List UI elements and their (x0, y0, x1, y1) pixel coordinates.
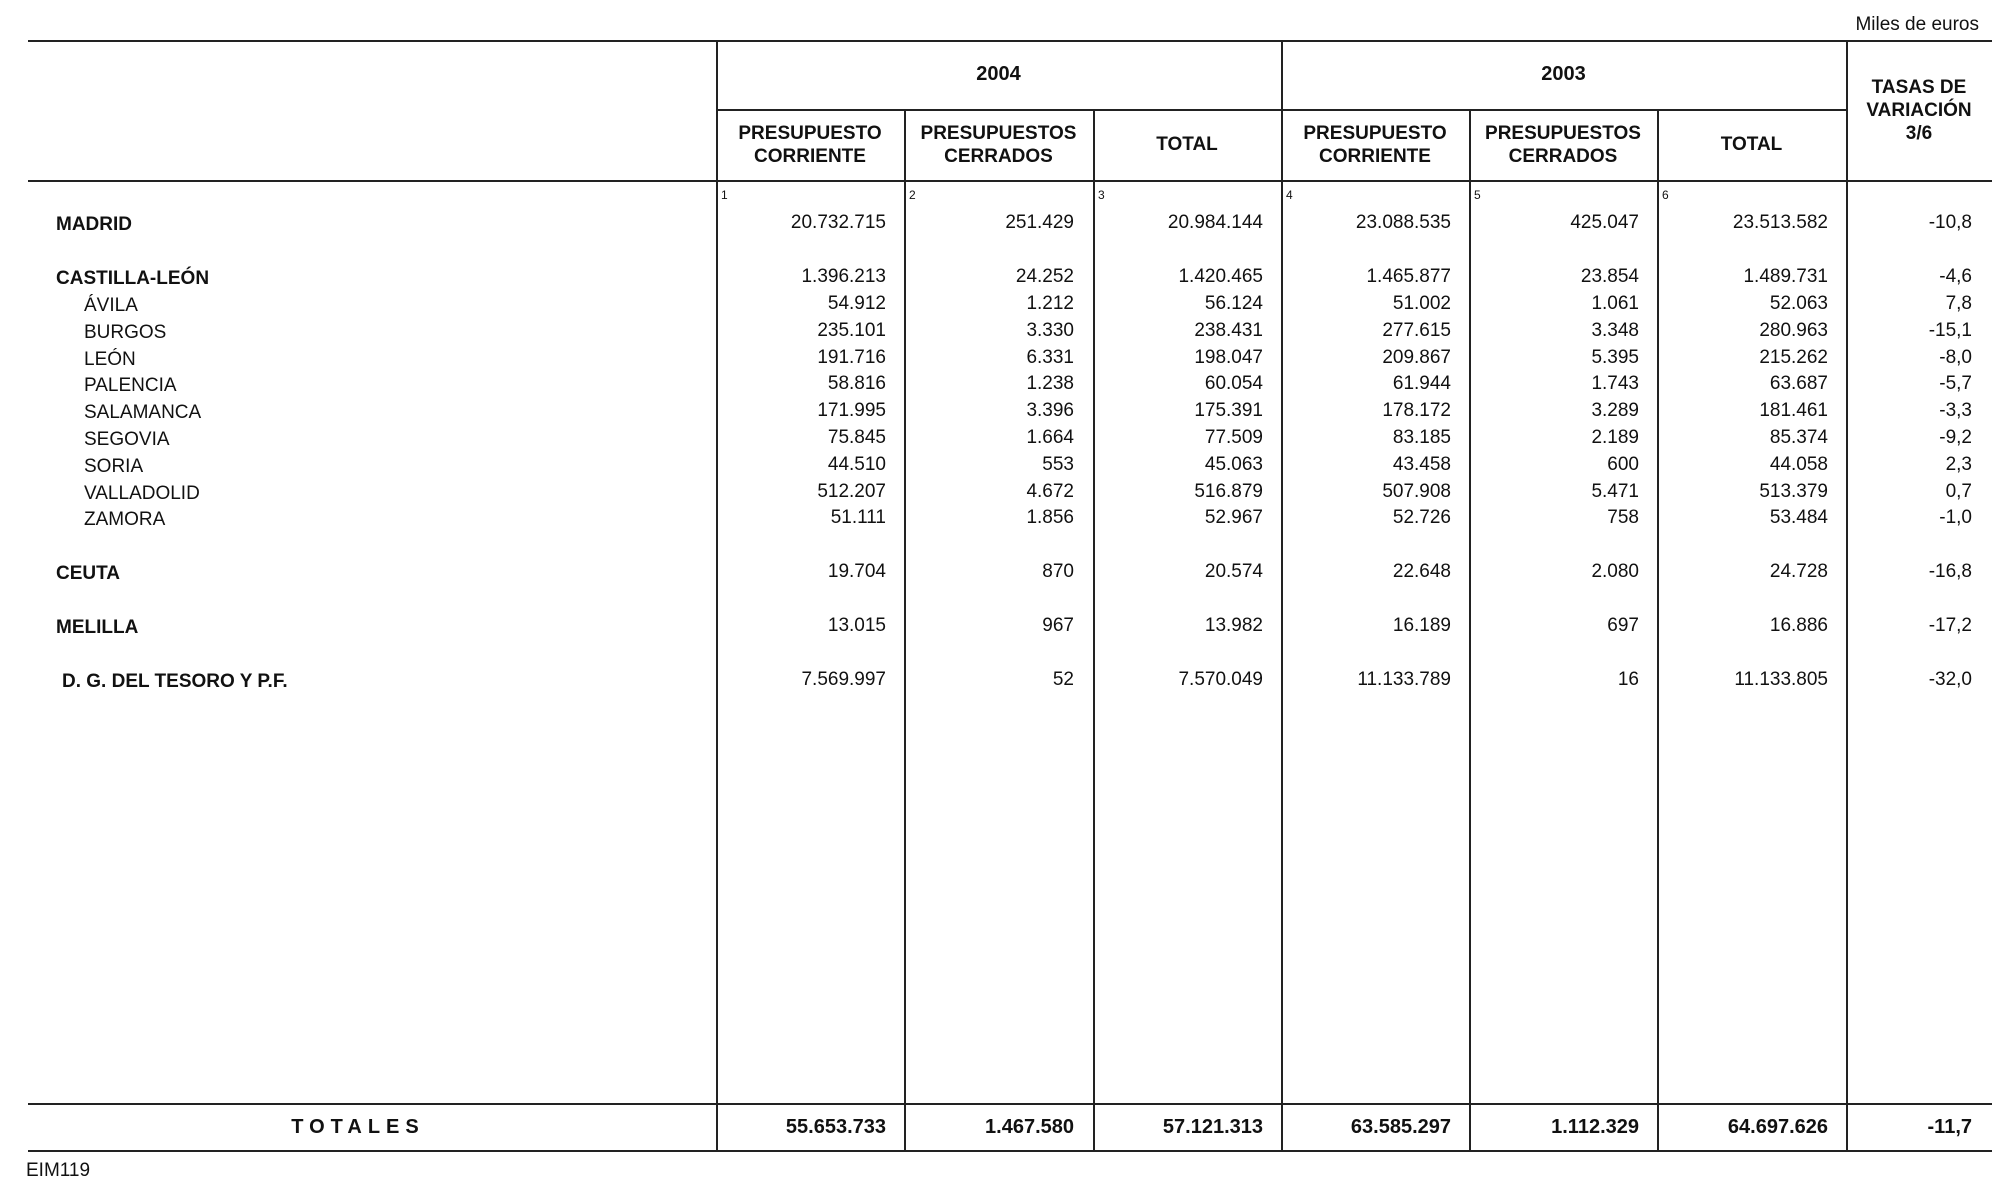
table-row (0, 268, 2000, 292)
totals-value: 55.653.733 (785, 1116, 886, 1138)
row-value: 20.984.144 (1167, 212, 1263, 233)
totals-top-rule (28, 1103, 1992, 1105)
totals-value: -11,7 (1927, 1116, 1972, 1138)
row-value: 44.510 (827, 454, 886, 475)
row-value: 251.429 (1005, 212, 1074, 233)
row-value: 967 (1042, 615, 1074, 636)
row-value: -17,2 (1928, 615, 1972, 636)
table-row (0, 349, 2000, 373)
row-value: 24.728 (1769, 561, 1828, 582)
row-value: 870 (1042, 561, 1074, 582)
row-value: 209.867 (1382, 347, 1451, 368)
table-row (0, 483, 2000, 507)
row-value: 2.080 (1591, 561, 1639, 582)
column-number-5: 5 (1474, 188, 1481, 202)
row-value: 11.133.789 (1357, 669, 1451, 690)
row-value: 16.886 (1769, 615, 1828, 636)
row-label: SORIA (84, 456, 144, 477)
row-label: ZAMORA (84, 509, 166, 530)
row-value: 54.912 (827, 293, 886, 314)
row-value: 7,8 (1945, 293, 1972, 314)
row-value: 4.672 (1026, 481, 1074, 502)
row-value: 3.348 (1591, 320, 1639, 341)
row-value: 191.716 (817, 347, 886, 368)
year-header-2004: 2004 (976, 63, 1021, 85)
row-value: 52.726 (1392, 507, 1451, 528)
row-value: 83.185 (1392, 427, 1451, 448)
totals-bottom-rule (28, 1150, 1992, 1152)
row-value: 277.615 (1382, 320, 1451, 341)
row-value: 6.331 (1026, 347, 1074, 368)
row-value: -1,0 (1939, 507, 1972, 528)
footer-code: EIM119 (26, 1160, 91, 1181)
table-row (0, 402, 2000, 426)
row-value: 77.509 (1204, 427, 1263, 448)
col-header-presupuesto-corriente-2004 (716, 122, 904, 168)
table-row (0, 429, 2000, 453)
row-value: 24.252 (1015, 266, 1074, 287)
row-value: 3.330 (1026, 320, 1074, 341)
table-row (0, 375, 2000, 399)
row-value: 178.172 (1382, 400, 1451, 421)
col-header-text: PRESUPUESTO CORRIENTE (1303, 123, 1447, 167)
totals-value: 64.697.626 (1727, 1116, 1828, 1138)
col-header-text: TOTAL (1720, 134, 1783, 155)
col-header-text: TOTAL (1156, 134, 1218, 155)
row-value: 198.047 (1194, 347, 1263, 368)
totals-value: 57.121.313 (1162, 1116, 1263, 1138)
row-label: MADRID (56, 214, 132, 235)
row-label: SALAMANCA (84, 402, 202, 423)
row-label: LEÓN (84, 349, 136, 370)
row-value: -15,1 (1928, 320, 1972, 341)
row-value: 1.238 (1026, 373, 1074, 394)
row-value: -3,3 (1939, 400, 1972, 421)
row-value: 758 (1607, 507, 1639, 528)
year-header-2003: 2003 (1541, 63, 1586, 85)
col-header-text: TASAS DE VARIACIÓN 3/6 (1866, 77, 1972, 144)
row-value: -32,0 (1928, 669, 1972, 690)
table-row (0, 563, 2000, 587)
row-value: 1.743 (1591, 373, 1639, 394)
row-value: 280.963 (1759, 320, 1828, 341)
row-value: 7.570.049 (1178, 669, 1263, 690)
col-divider-label (716, 40, 718, 1152)
row-value: 600 (1607, 454, 1639, 475)
row-value: 19.704 (827, 561, 886, 582)
row-value: 1.664 (1026, 427, 1074, 448)
row-value: 1.420.465 (1178, 266, 1263, 287)
col-divider-year (1281, 40, 1283, 1152)
row-value: 2,3 (1945, 454, 1972, 475)
row-value: 13.982 (1204, 615, 1263, 636)
row-value: 181.461 (1759, 400, 1828, 421)
col-header-total-2004 (1093, 133, 1281, 156)
row-value: 60.054 (1204, 373, 1263, 394)
row-value: 20.574 (1204, 561, 1263, 582)
row-value: 1.465.877 (1366, 266, 1451, 287)
col-header-presupuestos-cerrados-2003 (1469, 122, 1657, 168)
row-value: 16.189 (1392, 615, 1451, 636)
row-label: D. G. DEL TESORO Y P.F. (62, 671, 288, 692)
row-value: 553 (1042, 454, 1074, 475)
row-value: 235.101 (817, 320, 886, 341)
row-value: 61.944 (1392, 373, 1451, 394)
row-value: 52.063 (1769, 293, 1828, 314)
row-value: 23.854 (1580, 266, 1639, 287)
row-value: 425.047 (1570, 212, 1639, 233)
row-value: 13.015 (827, 615, 886, 636)
table-row (0, 322, 2000, 346)
row-value: 23.088.535 (1355, 212, 1451, 233)
row-value: -8,0 (1939, 347, 1972, 368)
row-value: 238.431 (1194, 320, 1263, 341)
row-value: 1.396.213 (801, 266, 886, 287)
row-value: 507.908 (1382, 481, 1451, 502)
row-value: 52.967 (1204, 507, 1263, 528)
row-value: 51.111 (830, 507, 886, 528)
unit-label: Miles de euros (1855, 14, 1979, 35)
row-value: 51.002 (1392, 293, 1451, 314)
header-bottom-rule (28, 180, 1992, 182)
row-value: 52 (1052, 669, 1074, 690)
row-value: 63.687 (1769, 373, 1828, 394)
row-value: 3.396 (1026, 400, 1074, 421)
row-value: 58.816 (827, 373, 886, 394)
row-value: -5,7 (1939, 373, 1972, 394)
table-row (0, 671, 2000, 695)
col-header-text: PRESUPUESTOS CERRADOS (920, 123, 1077, 167)
totals-label: TOTALES (291, 1116, 425, 1138)
totals-value: 1.467.580 (985, 1116, 1074, 1138)
row-value: 22.648 (1392, 561, 1451, 582)
totals-value: 1.112.329 (1551, 1116, 1639, 1138)
totals-row (0, 1117, 2000, 1141)
row-value: 1.212 (1026, 293, 1074, 314)
column-number-2: 2 (909, 188, 916, 202)
col-header-presupuesto-corriente-2003 (1281, 122, 1469, 168)
row-value: 85.374 (1769, 427, 1828, 448)
row-value: 3.289 (1591, 400, 1639, 421)
col-header-text: PRESUPUESTOS CERRADOS (1485, 123, 1641, 167)
row-value: 11.133.805 (1734, 669, 1828, 690)
row-value: 5.395 (1591, 347, 1639, 368)
col-header-presupuestos-cerrados-2004 (904, 122, 1093, 168)
row-label: ÁVILA (84, 295, 138, 316)
col-divider-tasa (1846, 40, 1848, 1152)
row-value: -4,6 (1939, 266, 1972, 287)
row-value: -9,2 (1939, 427, 1972, 448)
col-header-text: PRESUPUESTO CORRIENTE (738, 123, 882, 167)
col-header-total-2003 (1657, 133, 1846, 156)
row-value: 0,7 (1945, 481, 1972, 502)
row-label: VALLADOLID (84, 483, 200, 504)
row-label: CEUTA (56, 563, 121, 584)
column-number-6: 6 (1662, 188, 1669, 202)
row-value: -10,8 (1928, 212, 1972, 233)
row-value: 697 (1607, 615, 1639, 636)
table-row (0, 214, 2000, 238)
row-value: 1.489.731 (1743, 266, 1828, 287)
totals-value: 63.585.297 (1350, 1116, 1451, 1138)
table-row (0, 509, 2000, 533)
row-label: PALENCIA (84, 375, 177, 396)
row-value: 43.458 (1392, 454, 1451, 475)
row-label: SEGOVIA (84, 429, 170, 450)
row-label: MELILLA (56, 617, 139, 638)
row-value: 516.879 (1194, 481, 1263, 502)
table-row (0, 295, 2000, 319)
col-header-tasas-variacion (1846, 76, 1992, 145)
row-label: CASTILLA-LEÓN (56, 268, 210, 289)
column-number-4: 4 (1286, 188, 1293, 202)
row-value: -16,8 (1928, 561, 1972, 582)
row-value: 5.471 (1591, 481, 1639, 502)
row-value: 23.513.582 (1732, 212, 1828, 233)
row-value: 1.061 (1591, 293, 1639, 314)
row-value: 2.189 (1591, 427, 1639, 448)
row-value: 1.856 (1026, 507, 1074, 528)
table-row (0, 617, 2000, 641)
row-value: 20.732.715 (790, 212, 886, 233)
row-value: 175.391 (1194, 400, 1263, 421)
table-row (0, 456, 2000, 480)
row-value: 53.484 (1769, 507, 1828, 528)
row-value: 171.995 (817, 400, 886, 421)
row-value: 56.124 (1204, 293, 1263, 314)
row-value: 215.262 (1759, 347, 1828, 368)
row-label: BURGOS (84, 322, 167, 343)
column-number-3: 3 (1098, 188, 1105, 202)
row-value: 7.569.997 (801, 669, 886, 690)
row-value: 513.379 (1759, 481, 1828, 502)
top-rule (28, 40, 1992, 42)
row-value: 75.845 (827, 427, 886, 448)
row-value: 44.058 (1769, 454, 1828, 475)
row-value: 16 (1617, 669, 1639, 690)
row-value: 512.207 (817, 481, 886, 502)
row-value: 45.063 (1204, 454, 1263, 475)
column-number-1: 1 (721, 188, 728, 202)
